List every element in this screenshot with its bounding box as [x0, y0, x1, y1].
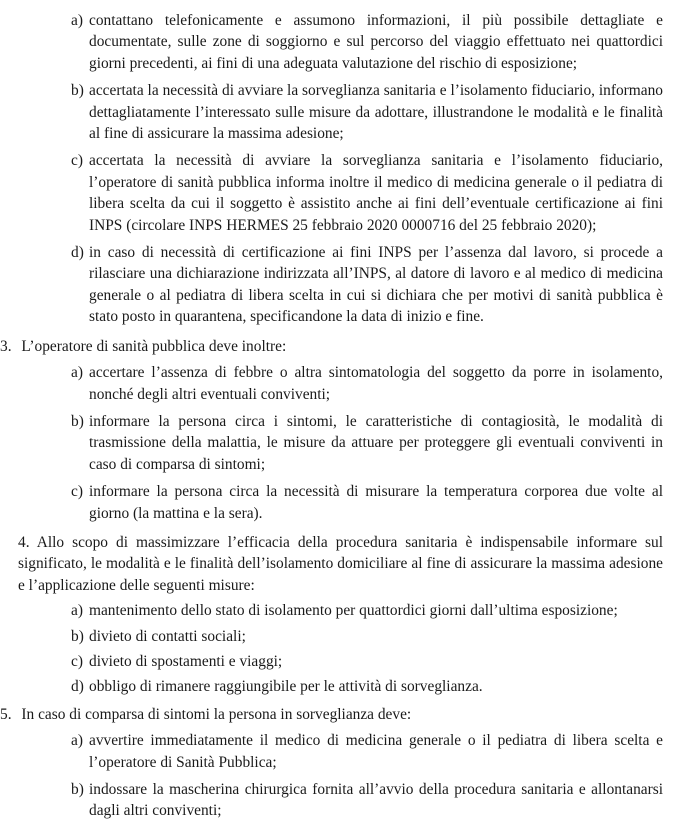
list-marker: b): [71, 627, 84, 645]
list-item: [71, 651, 663, 672]
list-item: [71, 411, 663, 475]
list-marker: b): [71, 82, 84, 100]
section-heading-text: In caso di comparsa di sintomi la persona in sorveglianza deve:: [21, 705, 412, 723]
list-item: [71, 676, 663, 697]
section-4-heading: [18, 532, 663, 596]
list-marker: b): [71, 412, 84, 430]
list-item-text: accertata la necessità di avviare la sorveglianza sanitaria e l’isolamento fiduciario, l’operatore di sanità pubblica informa inoltre il medico di medicina generale o il pediatra di libera scelta da cui il soggetto è assistito anche ai fini dell’eventuale certificazione ai fini INPS (circolare INPS HERMES 25 febbraio 2020 0000716 del 25 febbraio 2020);: [89, 152, 663, 234]
list-item: [71, 242, 663, 328]
section-heading-text: Allo scopo di massimizzare l’efficacia della procedura sanitaria è indispensabile informare sul significato, le modalità e le finalità dell’isolamento domiciliare al fine di assicurare la massima adesione e l’applicazione delle seguenti misure:: [18, 533, 663, 594]
section-number: 5.: [0, 705, 12, 723]
list-item-text: accertare l’assenza di febbre o altra sintomatologia del soggetto da porre in isolamento, nonché degli altri eventuali conviventi;: [89, 364, 663, 403]
list-marker: c): [71, 152, 83, 170]
list-item: [71, 626, 663, 647]
list-marker: d): [71, 244, 84, 262]
section-number: 4.: [18, 533, 30, 551]
section-5-heading: [0, 704, 645, 725]
list-marker: d): [71, 678, 84, 696]
list-item-text: contattano telefonicamente e assumono informazioni, il più possibile dettagliate e documentate, sulle zone di soggiorno e sul percorso del viaggio effettuato nei quattordici giorni precedenti, ai fini di una adeguata valutazione del rischio di esposizione;: [89, 12, 663, 72]
section-3-heading: [0, 336, 645, 357]
list-marker: a): [71, 364, 83, 382]
list-item: [71, 730, 663, 773]
list-item-text: in caso di necessità di certificazione ai fini INPS per l’assenza dal lavoro, si procede a rilasciare una dichiarazione indirizzata all’INPS, al datore di lavoro e al medico di medicina generale o al pediatra di libera scelta in cui si dichiara che per motivi di sanità pubblica è stato posto in quarantena, specificandone la data di inizio e fine.: [89, 244, 663, 326]
list-marker: b): [71, 781, 84, 798]
list-item-text: informare la persona circa la necessità di misurare la temperatura corporea due volte al giorno (la mattina e la sera).: [89, 483, 663, 522]
list-item-text: divieto di contatti sociali;: [89, 627, 246, 645]
list-item: [71, 80, 663, 144]
list-item-text: avvertire immediatamente il medico di medicina generale o il pediatra di libera scelta e l’operatore di Sanità Pubblica;: [89, 732, 663, 771]
list-item: [71, 362, 663, 405]
section-number: 3.: [0, 337, 12, 355]
list-item-text: obbligo di rimanere raggiungibile per le attività di sorveglianza.: [89, 678, 483, 696]
list-item-text: informare la persona circa i sintomi, le caratteristiche di contagiosità, le modalità di trasmissione della malattia, le misure da attuare per proteggere gli eventuali conviventi in caso di comparsa di sintomi;: [89, 412, 663, 473]
list-item-text: mantenimento dello stato di isolamento per quattordici giorni dall’ultima esposizione;: [89, 602, 618, 620]
list-marker: a): [71, 732, 83, 750]
list-item-text: indossare la mascherina chirurgica fornita all’avvio della procedura sanitaria e allontanarsi dagli altri conviventi;: [89, 781, 663, 820]
list-item: [71, 10, 663, 74]
list-marker: c): [71, 483, 83, 501]
list-item-text: accertata la necessità di avviare la sorveglianza sanitaria e l’isolamento fiduciario, informano dettagliatamente l’interessato sulle misure da adottare, illustrandone le modalità e le finalità al fine di assicurare la massima adesione;: [89, 82, 663, 143]
list-item: [71, 481, 663, 524]
list-item: [71, 600, 663, 621]
list-item: [71, 150, 663, 236]
list-item-text: divieto di spostamenti e viaggi;: [89, 652, 283, 670]
section-heading-text: L’operatore di sanità pubblica deve inoltre:: [21, 337, 287, 355]
list-item: [71, 779, 663, 822]
list-marker: a): [71, 12, 83, 29]
list-marker: c): [71, 652, 83, 670]
list-marker: a): [71, 602, 83, 620]
